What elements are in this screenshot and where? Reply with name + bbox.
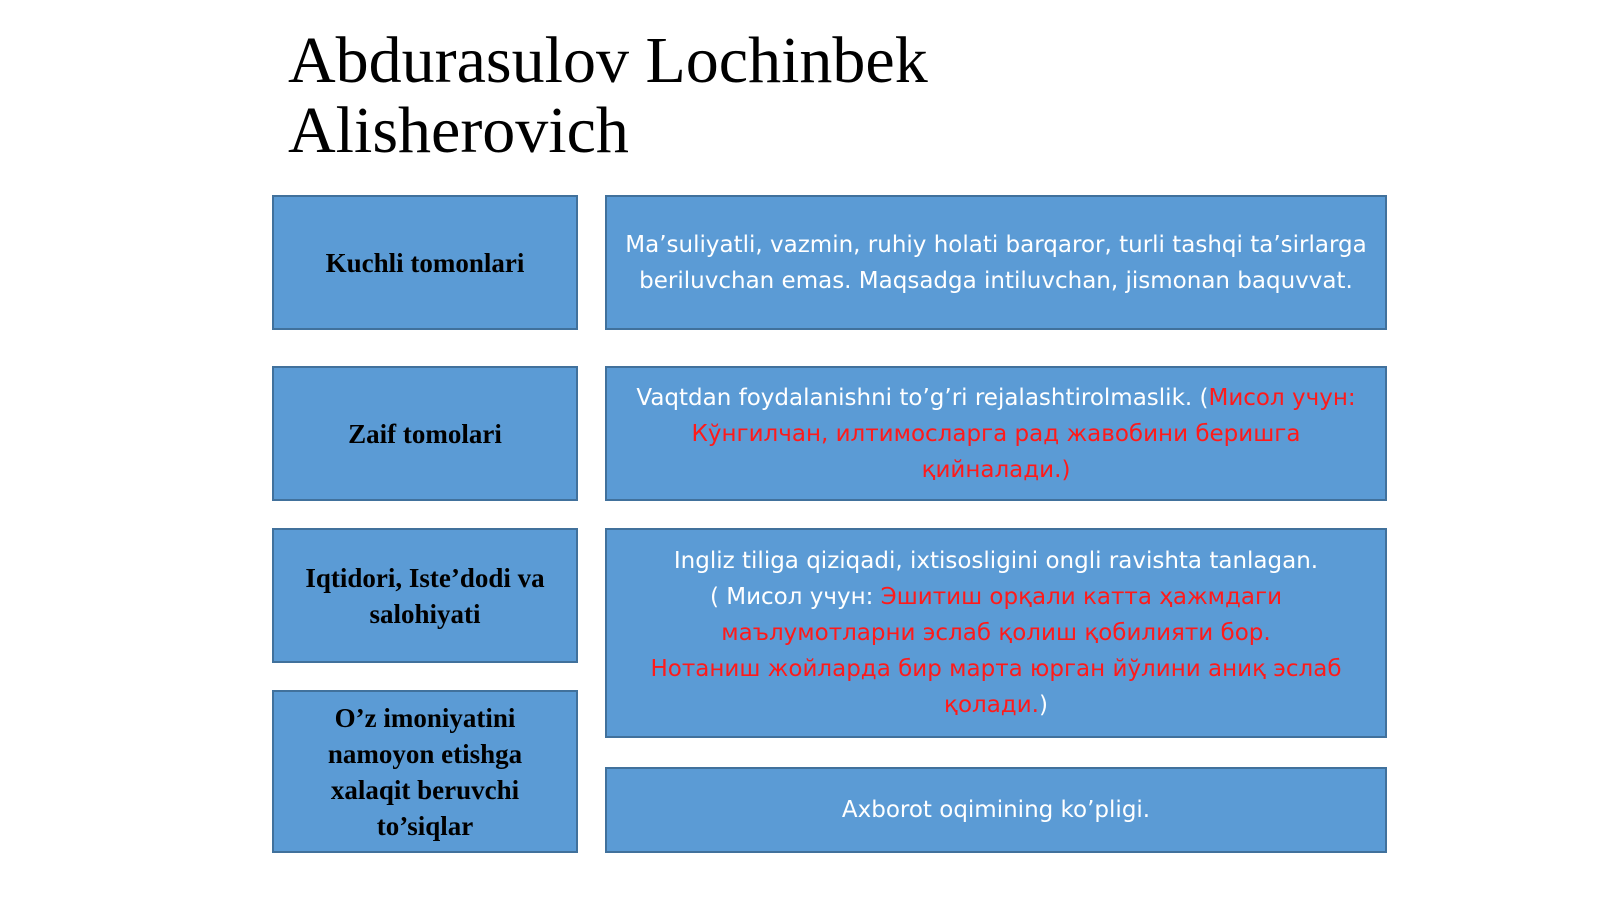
content-box-strengths <box>605 195 1387 330</box>
weaknesses-text: Vaqtdan foydalanishni to’g’ri rejalashtirolmaslik. ( <box>636 384 1209 411</box>
content-obstacles: Axborot oqimining ko’pligi. <box>841 797 1151 823</box>
label-obstacles: O’z imoniyatini namoyon etishga xalaqit beruvchi to’siqlar <box>327 702 523 841</box>
talents-example-1: Эшитиш орқали катта ҳажмдаги маълумотларни эслаб қолиш қобилияти бор. <box>721 584 1283 646</box>
content-talents <box>617 543 1375 723</box>
weaknesses-example: Мисол учун: Кўнгилчан, илтимосларга рад жавобини беришга қийналади.) <box>691 384 1356 483</box>
label-strengths: Kuchli tomonlari <box>325 247 525 278</box>
talents-example-suffix: ) <box>1038 692 1048 718</box>
slide-title <box>288 26 1188 166</box>
label-box-talents <box>272 528 578 663</box>
label-weaknesses: Zaif tomolari <box>348 418 502 449</box>
content-box-talents <box>605 528 1387 738</box>
label-talents: Iqtidori, Iste’dodi va salohiyati <box>305 562 545 629</box>
title-line-2: Alisherovich <box>288 94 629 167</box>
talents-example-2: Нотаниш жойларда бир марта юрган йўлини аниқ эслаб қолади. <box>650 656 1342 718</box>
content-strengths: Ma’suliyatli, vazmin, ruhiy holati barqaror, turli tashqi ta’sirlarga beriluvchan emas. Maqsadga intiluvchan, jismonan baquvvat. <box>625 231 1367 294</box>
content-box-obstacles <box>605 767 1387 853</box>
label-box-obstacles <box>272 690 578 853</box>
talents-example-prefix: ( Мисол учун: <box>709 584 881 610</box>
content-box-weaknesses <box>605 366 1387 501</box>
title-line-1: Abdurasulov Lochinbek <box>288 24 928 97</box>
label-box-strengths <box>272 195 578 330</box>
content-weaknesses <box>617 380 1375 488</box>
label-box-weaknesses <box>272 366 578 501</box>
talents-text: Ingliz tiliga qiziqadi, ixtisosligini ongli ravishta tanlagan. <box>673 548 1319 574</box>
